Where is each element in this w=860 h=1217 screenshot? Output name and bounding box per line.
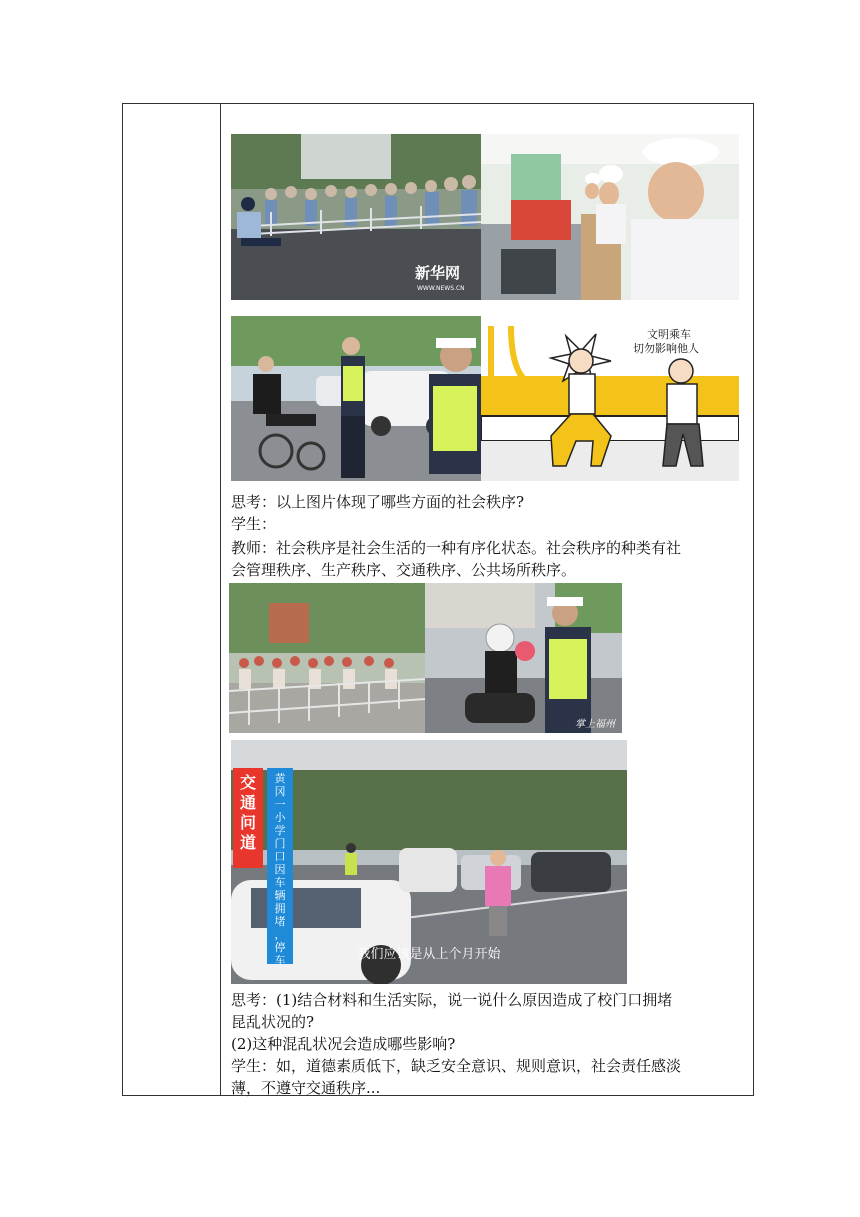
photo-bus-cartoon xyxy=(481,316,739,481)
student-response-1: 学生： xyxy=(231,515,277,533)
teacher-explanation-line1: 教师：社会秩序是社会生活的一种有序化状态。社会秩序的种类有社 xyxy=(231,539,682,557)
think-question-2-line2: 昆乱状况的? xyxy=(231,1013,315,1031)
teacher-explanation-line2: 会管理秩序、生产秩序、交通秩序、公共场所秩序。 xyxy=(231,561,577,579)
photo-police-scooter xyxy=(425,583,622,733)
svg-text:黄冈一小学门口因车辆拥堵，停车: 黄冈一小学门口因车辆拥堵，停车 xyxy=(274,772,286,967)
column-divider xyxy=(220,104,221,1095)
svg-text:掌上福州: 掌上福州 xyxy=(575,719,615,730)
lesson-table xyxy=(122,103,754,1096)
cartoon-banner: 文明乘车 切勿影响他人 xyxy=(633,328,699,355)
student-response-2-line1: 学生：如，道德素质低下，缺乏安全意识、规则意识，社会责任感淡 xyxy=(231,1057,682,1075)
think-question-2-line1: 思考：(1)结合材料和生活实际，说一说什么原因造成了校门口拥堵 xyxy=(231,991,673,1009)
photo-school-gate-crowd xyxy=(229,583,425,733)
watermark-text: 新华网 xyxy=(415,264,461,282)
think-question-2-part2: (2)这种混乱状况会造成哪些影响? xyxy=(231,1035,456,1053)
photo-factory-workers xyxy=(481,134,739,300)
photo-traffic-news xyxy=(231,740,627,984)
photo-crowd-police xyxy=(231,134,481,300)
watermark-url: WWW.NEWS.CN xyxy=(417,285,465,292)
photo-traffic-police xyxy=(231,316,481,481)
think-question-1: 思考：以上图片体现了哪些方面的社会秩序? xyxy=(231,493,525,511)
news-caption: 我们应该是从上个月开始 xyxy=(357,947,501,962)
svg-text:交通问道: 交通问道 xyxy=(239,773,257,852)
student-response-2-line2: 薄，不遵守交通秩序... xyxy=(231,1079,381,1097)
